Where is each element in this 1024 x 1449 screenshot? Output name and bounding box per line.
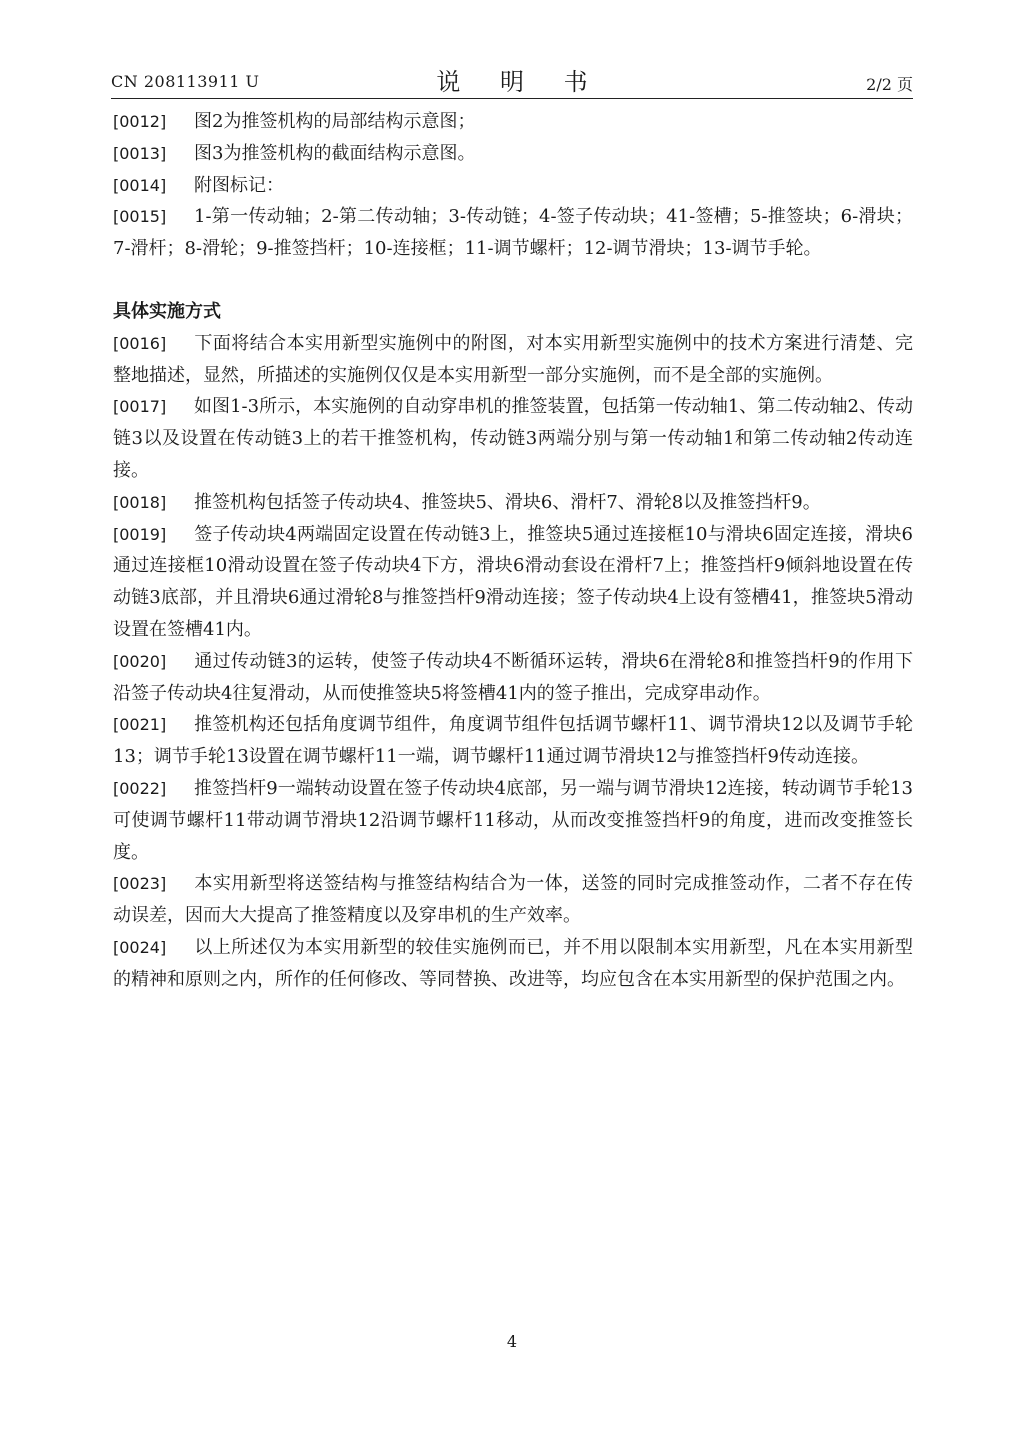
paragraph-0022: [113, 773, 913, 868]
publication-number: CN 208113911 U: [111, 72, 260, 91]
paragraph-0020: [113, 646, 913, 710]
paragraph-text: 签子传动块4两端固定设置在传动链3上，推签块5通过连接框10与滑块6固定连接，滑块6通过连接框10滑动设置在签子传动块4下方，滑块6滑动套设在滑杆7上；推签挡杆9倾斜地设置在传动链3底部，并且滑块6通过滑轮8与推签挡杆9滑动连接；签子传动块4上设有签槽41，推签块5滑动设置在签槽41内。: [113, 523, 913, 640]
paragraph-text: 本实用新型将送签结构与推签结构结合为一体，送签的同时完成推签动作，二者不存在传动误差，因而大大提高了推签精度以及穿串机的生产效率。: [113, 873, 913, 927]
paragraph-number: [0015]: [113, 207, 167, 227]
document-body: [113, 106, 913, 996]
header-divider: [111, 98, 913, 99]
paragraph-text: 图3为推签机构的截面结构示意图。: [194, 142, 476, 164]
paragraph-text: 如图1-3所示，本实施例的自动穿串机的推签装置，包括第一传动轴1、第二传动轴2、传动链3以及设置在传动链3上的若干推签机构，传动链3两端分别与第一传动轴1和第二传动轴2传动连接。: [113, 396, 913, 481]
paragraph-text: 1-第一传动轴；2-第二传动轴；3-传动链；4-签子传动块；41-签槽；5-推签块；6-滑块；7-滑杆；8-滑轮；9-推签挡杆；10-连接框；11-调节螺杆；12-调节滑块；13-调节手轮。: [113, 206, 913, 260]
paragraph-0014: [113, 170, 913, 202]
paragraph-0024: [113, 932, 913, 996]
page-number: 4: [506, 1332, 518, 1351]
paragraph-number: [0014]: [113, 175, 167, 195]
paragraph-number: [0021]: [113, 715, 167, 735]
paragraph-number: [0013]: [113, 143, 167, 163]
paragraph-text: 以上所述仅为本实用新型的较佳实施例而已，并不用以限制本实用新型，凡在本实用新型的精神和原则之内，所作的任何修改、等同替换、改进等，均应包含在本实用新型的保护范围之内。: [113, 936, 913, 990]
paragraph-number: [0018]: [113, 492, 167, 512]
paragraph-text: 附图标记：: [194, 174, 284, 196]
paragraph-0018: [113, 487, 913, 519]
paragraph-text: 推签机构包括签子传动块4、推签块5、滑块6、滑杆7、滑轮8以及推签挡杆9。: [194, 491, 821, 513]
paragraph-0012: [113, 106, 913, 138]
paragraph-group-a: [113, 106, 913, 265]
page-footer: [0, 1332, 1024, 1351]
paragraph-text: 推签挡杆9一端转动设置在签子传动块4底部，另一端与调节滑块12连接，转动调节手轮13可使调节螺杆11带动调节滑块12沿调节螺杆11移动，从而改变推签挡杆9的角度，进而改变推签长度。: [113, 777, 913, 863]
paragraph-number: [0022]: [113, 778, 167, 798]
paragraph-text: 推签机构还包括角度调节组件，角度调节组件包括调节螺杆11、调节滑块12以及调节手轮13；调节手轮13设置在调节螺杆11一端，调节螺杆11通过调节滑块12与推签挡杆9传动连接。: [113, 714, 913, 768]
page-info: 2/2 页: [866, 75, 913, 94]
paragraph-0017: [113, 391, 913, 486]
paragraph-text: 下面将结合本实用新型实施例中的附图，对本实用新型实施例中的技术方案进行清楚、完整地描述，显然，所描述的实施例仅仅是本实用新型一部分实施例，而不是全部的实施例。: [113, 332, 913, 386]
page-header: [111, 62, 913, 96]
paragraph-0016: [113, 328, 913, 392]
paragraph-text: 图2为推签机构的局部结构示意图；: [194, 111, 476, 132]
document-title: 说 明 书: [436, 68, 604, 96]
paragraph-0015: [113, 201, 913, 265]
paragraph-number: [0020]: [113, 651, 167, 671]
paragraph-group-b: [113, 328, 913, 996]
paragraph-0021: [113, 709, 913, 773]
paragraph-number: [0019]: [113, 524, 167, 544]
paragraph-number: [0012]: [113, 112, 167, 131]
paragraph-0019: [113, 519, 913, 646]
paragraph-number: [0023]: [113, 874, 167, 894]
section-heading: 具体实施方式: [113, 300, 221, 322]
paragraph-0013: [113, 138, 913, 170]
paragraph-number: [0024]: [113, 937, 167, 957]
paragraph-text: 通过传动链3的运转，使签子传动块4不断循环运转，滑块6在滑轮8和推签挡杆9的作用下沿签子传动块4往复滑动，从而使推签块5将签槽41内的签子推出，完成穿串动作。: [113, 650, 913, 704]
paragraph-0023: [113, 868, 913, 932]
paragraph-number: [0017]: [113, 397, 167, 417]
paragraph-number: [0016]: [113, 333, 167, 353]
